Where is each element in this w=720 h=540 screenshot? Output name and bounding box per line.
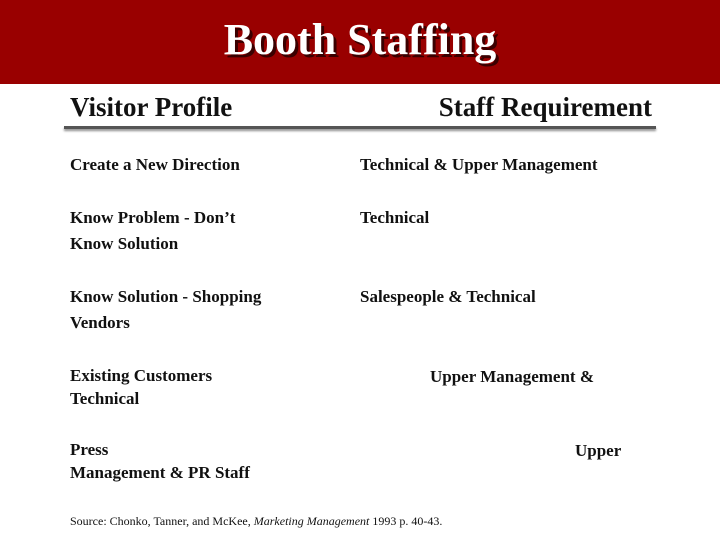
- visitor-profile-line: Press: [70, 440, 109, 459]
- visitor-profile-line: Create a New Direction: [70, 155, 240, 174]
- visitor-profile-line: Know Problem - Don’t: [70, 208, 236, 227]
- visitor-profile-line: Vendors: [70, 313, 130, 332]
- staff-requirement-cell: [360, 152, 598, 178]
- staff-requirement-line: Technical & Upper Management: [360, 155, 598, 174]
- visitor-profile-line: Know Solution - Shopping: [70, 287, 262, 306]
- staff-requirement-cell: [430, 364, 594, 390]
- source-citation: [70, 514, 442, 529]
- slide-title: Booth Staffing: [223, 15, 497, 64]
- visitor-profile-cell: [70, 284, 261, 336]
- staff-requirement-line: Upper: [575, 441, 622, 460]
- staff-requirement-line: Salespeople & Technical: [360, 287, 536, 306]
- visitor-profile-line: Know Solution: [70, 234, 179, 253]
- visitor-profile-line: Technical: [70, 389, 140, 408]
- visitor-profile-cell: [70, 438, 250, 484]
- visitor-profile-cell: [70, 364, 212, 410]
- source-prefix: Source: Chonko, Tanner, and McKee,: [70, 514, 254, 528]
- staff-requirement-cell: [360, 284, 536, 310]
- header-divider: [64, 126, 656, 129]
- title-bar: [0, 0, 720, 84]
- visitor-profile-cell: [70, 152, 240, 178]
- staff-requirement-cell: [575, 438, 621, 464]
- visitor-profile-header: Visitor Profile: [70, 92, 233, 122]
- source-book-title: Marketing Management: [253, 514, 370, 528]
- visitor-profile-line: Management & PR Staff: [70, 463, 250, 482]
- visitor-profile-line: Existing Customers: [70, 366, 213, 385]
- staff-requirement-cell: [360, 205, 429, 231]
- staff-requirement-line: Technical: [360, 208, 430, 227]
- staff-requirement-header: Staff Requirement: [438, 92, 652, 122]
- source-suffix: 1993 p. 40-43.: [369, 514, 443, 528]
- visitor-profile-cell: [70, 205, 235, 257]
- staff-requirement-line: Upper Management &: [430, 367, 594, 386]
